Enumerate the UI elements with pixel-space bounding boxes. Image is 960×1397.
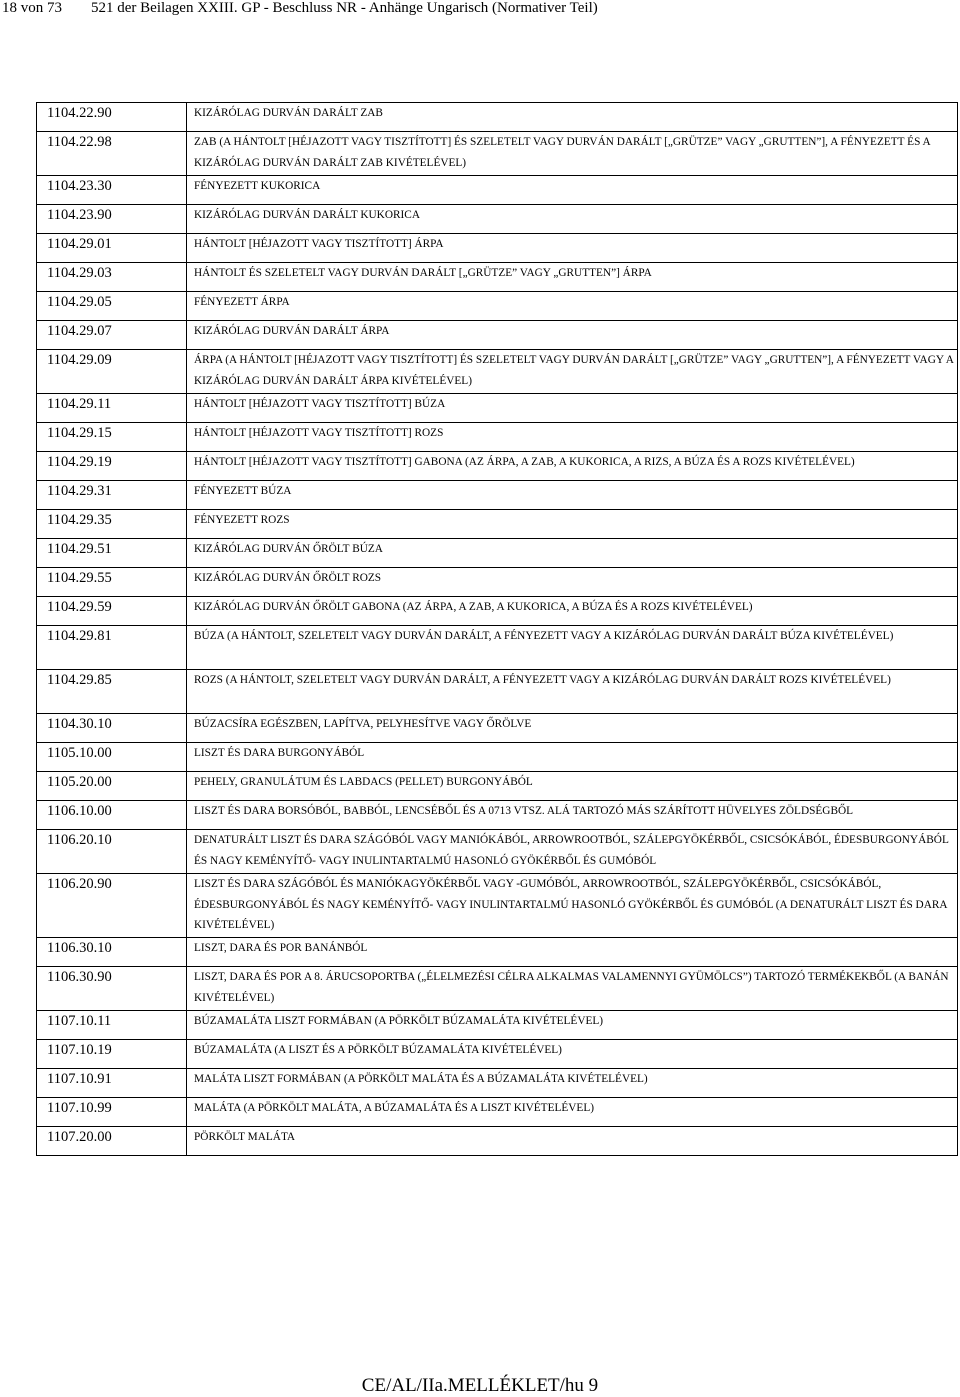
tariff-code: 1104.29.05 xyxy=(37,292,187,321)
tariff-code: 1104.29.59 xyxy=(37,597,187,626)
table-row xyxy=(37,539,958,568)
product-description: FÉNYEZETT ÁRPA xyxy=(187,292,958,321)
product-description: KIZÁRÓLAG DURVÁN ŐRÖLT ROZS xyxy=(187,568,958,597)
table-row xyxy=(37,772,958,801)
product-description: HÁNTOLT [HÉJAZOTT VAGY TISZTÍTOTT] GABONA (AZ ÁRPA, A ZAB, A KUKORICA, A RIZS, A BÚZA ÉS A ROZS KIVÉTELÉVEL) xyxy=(187,452,958,481)
product-description: ZAB (A HÁNTOLT [HÉJAZOTT VAGY TISZTÍTOTT] ÉS SZELETELT VAGY DURVÁN DARÁLT [„GRÜTZE” VAGY „GRUTTEN”], A FÉNYEZETT ÉS A KIZÁRÓLAG DURVÁN DARÁLT ZAB KIVÉTELÉVEL) xyxy=(187,132,958,176)
table-row xyxy=(37,423,958,452)
product-description: LISZT ÉS DARA BORSÓBÓL, BABBÓL, LENCSÉBŐL ÉS A 0713 VTSZ. ALÁ TARTOZÓ MÁS SZÁRÍTOTT HÜVELYES ZÖLDSÉGBŐL xyxy=(187,801,958,830)
product-description: KIZÁRÓLAG DURVÁN DARÁLT ZAB xyxy=(187,103,958,132)
page-number: 18 von 73 xyxy=(2,0,62,16)
product-description: FÉNYEZETT BÚZA xyxy=(187,481,958,510)
table-row xyxy=(37,1127,958,1156)
tariff-code: 1107.10.99 xyxy=(37,1098,187,1127)
table-row xyxy=(37,714,958,743)
document-reference: CE/AL/IIa.MELLÉKLET/hu 9 xyxy=(361,1375,599,1396)
tariff-code: 1107.20.00 xyxy=(37,1127,187,1156)
table-row xyxy=(37,176,958,205)
product-description: HÁNTOLT [HÉJAZOTT VAGY TISZTÍTOTT] BÚZA xyxy=(187,394,958,423)
product-description: LISZT ÉS DARA BURGONYÁBÓL xyxy=(187,743,958,772)
tariff-code: 1104.29.81 xyxy=(37,626,187,670)
table-row xyxy=(37,938,958,967)
product-description: MALÁTA LISZT FORMÁBAN (A PÖRKÖLT MALÁTA ÉS A BÚZAMALÁTA KIVÉTELÉVEL) xyxy=(187,1069,958,1098)
tariff-code-table xyxy=(36,102,958,1156)
tariff-code: 1104.22.90 xyxy=(37,103,187,132)
product-description: BÚZA (A HÁNTOLT, SZELETELT VAGY DURVÁN DARÁLT, A FÉNYEZETT VAGY A KIZÁRÓLAG DURVÁN DARÁLT BÚZA KIVÉTELÉVEL) xyxy=(187,626,958,670)
table-row xyxy=(37,321,958,350)
tariff-code: 1105.20.00 xyxy=(37,772,187,801)
table-row xyxy=(37,1040,958,1069)
table-row xyxy=(37,350,958,394)
table-row xyxy=(37,1011,958,1040)
product-description: BÚZAMALÁTA LISZT FORMÁBAN (A PÖRKÖLT BÚZAMALÁTA KIVÉTELÉVEL) xyxy=(187,1011,958,1040)
product-description: LISZT, DARA ÉS POR A 8. ÁRUCSOPORTBA („ÉLELMEZÉSI CÉLRA ALKALMAS VALAMENNYI GYÜMÖLCS”) TARTOZÓ TERMÉKEKBŐL (A BANÁN KIVÉTELÉVEL) xyxy=(187,967,958,1011)
tariff-code: 1104.23.30 xyxy=(37,176,187,205)
tariff-code: 1104.29.51 xyxy=(37,539,187,568)
product-description: KIZÁRÓLAG DURVÁN DARÁLT ÁRPA xyxy=(187,321,958,350)
table-row xyxy=(37,597,958,626)
table-row xyxy=(37,830,958,874)
tariff-code: 1104.29.35 xyxy=(37,510,187,539)
tariff-code: 1106.10.00 xyxy=(37,801,187,830)
product-description: MALÁTA (A PÖRKÖLT MALÁTA, A BÚZAMALÁTA ÉS A LISZT KIVÉTELÉVEL) xyxy=(187,1098,958,1127)
tariff-code: 1106.30.90 xyxy=(37,967,187,1011)
tariff-code: 1104.29.31 xyxy=(37,481,187,510)
product-description: ÁRPA (A HÁNTOLT [HÉJAZOTT VAGY TISZTÍTOTT] ÉS SZELETELT VAGY DURVÁN DARÁLT [„GRÜTZE” VAGY „GRUTTEN”], A FÉNYEZETT VAGY A KIZÁRÓLAG DURVÁN DARÁLT ÁRPA KIVÉTELÉVEL) xyxy=(187,350,958,394)
table-row xyxy=(37,874,958,938)
tariff-code: 1106.20.90 xyxy=(37,874,187,938)
table-row xyxy=(37,568,958,597)
tariff-code: 1107.10.91 xyxy=(37,1069,187,1098)
product-description: DENATURÁLT LISZT ÉS DARA SZÁGÓBÓL VAGY MANIÓKÁBÓL, ARROWROOTBÓL, SZÁLEPGYÖKÉRBŐL, CSICSÓKÁBÓL, ÉDESBURGONYÁBÓL ÉS NAGY KEMÉNYÍTŐ- VAGY INULINTARTALMÚ HASONLÓ GYÖKÉRBŐL ÉS GUMÓBÓL xyxy=(187,830,958,874)
product-description: FÉNYEZETT KUKORICA xyxy=(187,176,958,205)
tariff-code: 1104.22.98 xyxy=(37,132,187,176)
table-row xyxy=(37,743,958,772)
product-description: PÖRKÖLT MALÁTA xyxy=(187,1127,958,1156)
tariff-code: 1104.29.11 xyxy=(37,394,187,423)
product-description: BÚZACSÍRA EGÉSZBEN, LAPÍTVA, PELYHESÍTVE VAGY ŐRÖLVE xyxy=(187,714,958,743)
table-row xyxy=(37,481,958,510)
page-header xyxy=(0,0,960,22)
product-description: HÁNTOLT ÉS SZELETELT VAGY DURVÁN DARÁLT [„GRÜTZE” VAGY „GRUTTEN”] ÁRPA xyxy=(187,263,958,292)
tariff-code: 1104.29.85 xyxy=(37,670,187,714)
product-description: HÁNTOLT [HÉJAZOTT VAGY TISZTÍTOTT] ÁRPA xyxy=(187,234,958,263)
tariff-code: 1104.29.07 xyxy=(37,321,187,350)
product-description: KIZÁRÓLAG DURVÁN ŐRÖLT GABONA (AZ ÁRPA, A ZAB, A KUKORICA, A BÚZA ÉS A ROZS KIVÉTELÉVEL) xyxy=(187,597,958,626)
tariff-code: 1107.10.19 xyxy=(37,1040,187,1069)
table-row xyxy=(37,132,958,176)
tariff-code: 1106.30.10 xyxy=(37,938,187,967)
table-row xyxy=(37,263,958,292)
table-row xyxy=(37,103,958,132)
product-description: BÚZAMALÁTA (A LISZT ÉS A PÖRKÖLT BÚZAMALÁTA KIVÉTELÉVEL) xyxy=(187,1040,958,1069)
table-row xyxy=(37,967,958,1011)
table-row xyxy=(37,1069,958,1098)
table-row xyxy=(37,394,958,423)
table-row xyxy=(37,801,958,830)
table-row xyxy=(37,234,958,263)
product-description: LISZT ÉS DARA SZÁGÓBÓL ÉS MANIÓKAGYÖKÉRBŐL VAGY -GUMÓBÓL, ARROWROOTBÓL, SZÁLEPGYÖKÉRBŐL, CSICSÓKÁBÓL, ÉDESBURGONYÁBÓL ÉS NAGY KEMÉNYÍTŐ- VAGY INULINTARTALMÚ HASONLÓ GYÖKÉRBŐL ÉS GUMÓBÓL (A DENATURÁLT LISZT ÉS DARA KIVÉTELÉVEL) xyxy=(187,874,958,938)
product-description: LISZT, DARA ÉS POR BANÁNBÓL xyxy=(187,938,958,967)
tariff-code: 1104.29.01 xyxy=(37,234,187,263)
tariff-code: 1104.30.10 xyxy=(37,714,187,743)
product-description: KIZÁRÓLAG DURVÁN DARÁLT KUKORICA xyxy=(187,205,958,234)
product-description: KIZÁRÓLAG DURVÁN ŐRÖLT BÚZA xyxy=(187,539,958,568)
product-description: PEHELY, GRANULÁTUM ÉS LABDACS (PELLET) BURGONYÁBÓL xyxy=(187,772,958,801)
table-row xyxy=(37,1098,958,1127)
tariff-code: 1104.29.19 xyxy=(37,452,187,481)
table-row xyxy=(37,626,958,670)
tariff-code: 1104.29.15 xyxy=(37,423,187,452)
table-row xyxy=(37,510,958,539)
table-row xyxy=(37,205,958,234)
document-title: 521 der Beilagen XXIII. GP - Beschluss NR - Anhänge Ungarisch (Normativer Teil) xyxy=(91,0,598,16)
tariff-code: 1107.10.11 xyxy=(37,1011,187,1040)
table-row xyxy=(37,670,958,714)
tariff-code: 1106.20.10 xyxy=(37,830,187,874)
table-row xyxy=(37,452,958,481)
tariff-code: 1104.29.09 xyxy=(37,350,187,394)
table-row xyxy=(37,292,958,321)
product-description: ROZS (A HÁNTOLT, SZELETELT VAGY DURVÁN DARÁLT, A FÉNYEZETT VAGY A KIZÁRÓLAG DURVÁN DARÁLT ROZS KIVÉTELÉVEL) xyxy=(187,670,958,714)
tariff-code: 1104.23.90 xyxy=(37,205,187,234)
tariff-code: 1104.29.03 xyxy=(37,263,187,292)
tariff-code: 1105.10.00 xyxy=(37,743,187,772)
product-description: FÉNYEZETT ROZS xyxy=(187,510,958,539)
tariff-code: 1104.29.55 xyxy=(37,568,187,597)
product-description: HÁNTOLT [HÉJAZOTT VAGY TISZTÍTOTT] ROZS xyxy=(187,423,958,452)
